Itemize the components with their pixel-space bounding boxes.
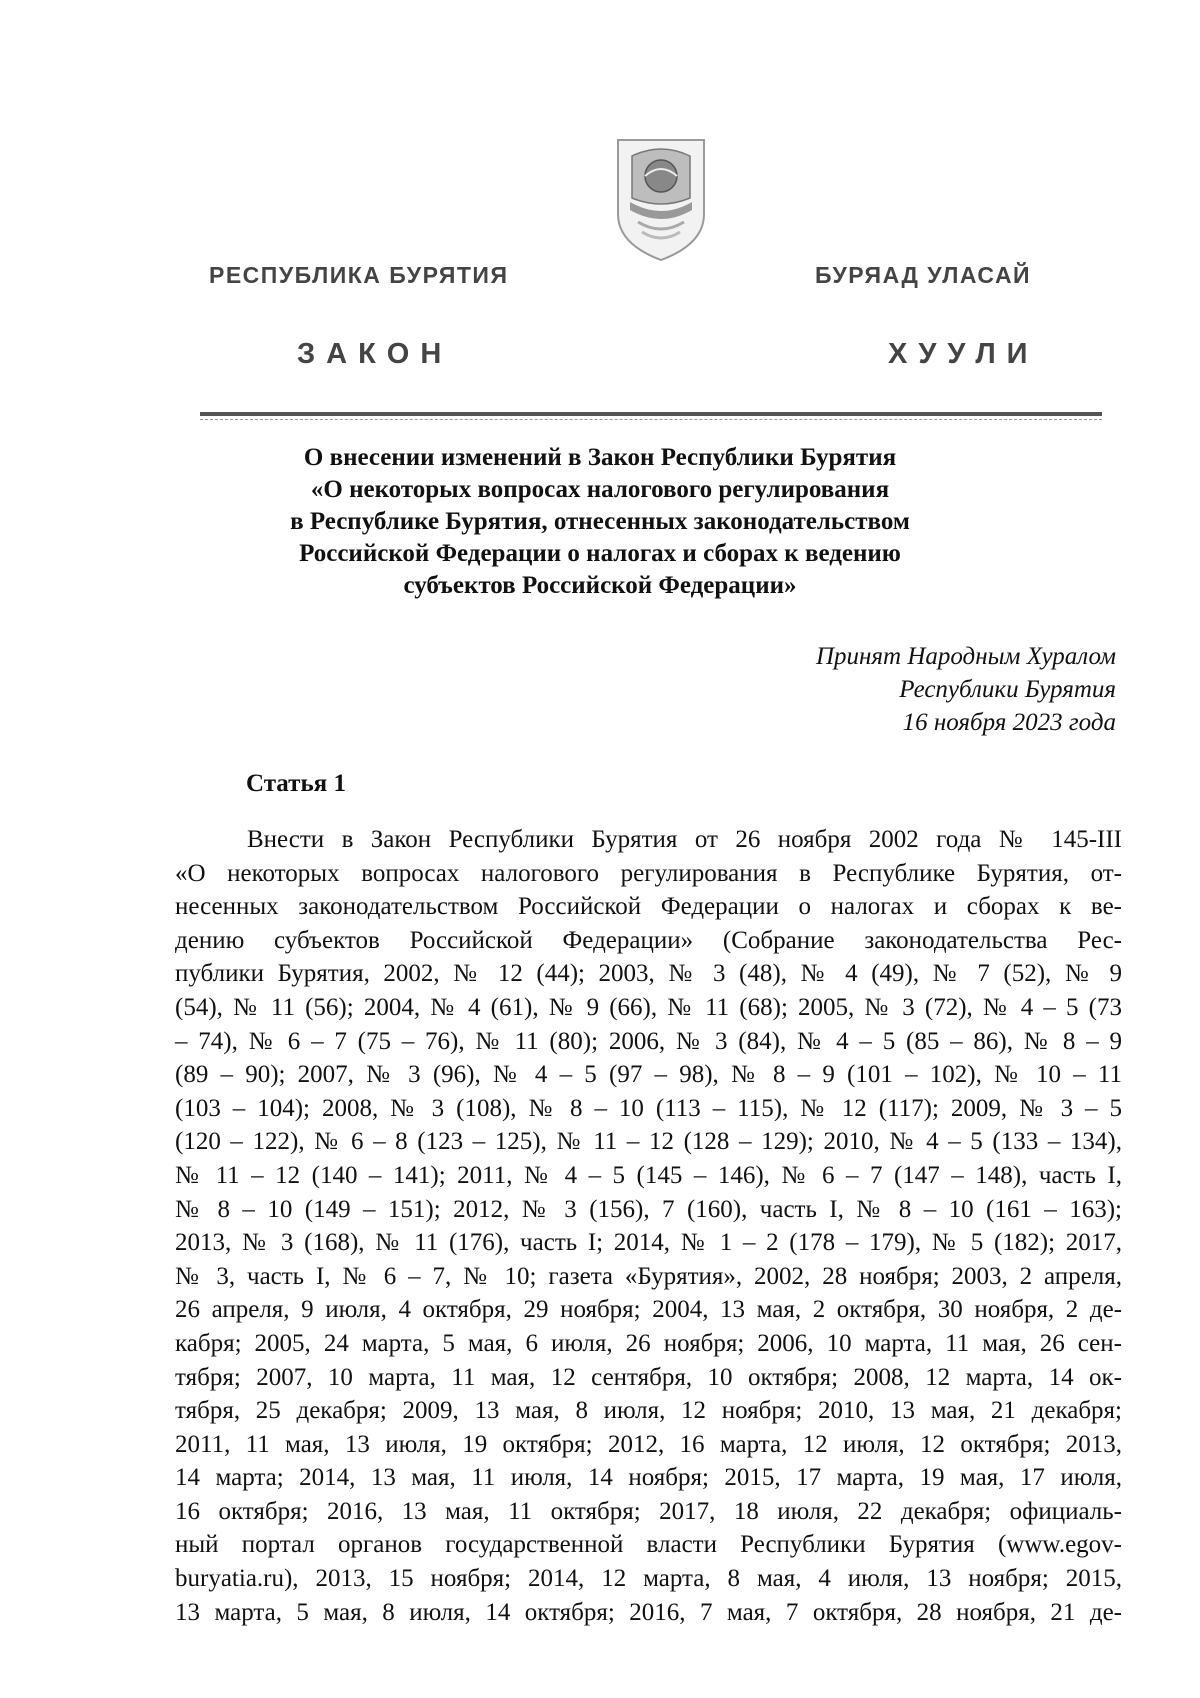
republic-name-buryat: БУРЯАД УЛАСАЙ <box>815 262 1032 288</box>
body-line: (54), № 11 (56); 2004, № 4 (61), № 9 (66), № 11 (68); 2005, № 3 (72), № 4 – 5 (73 <box>175 993 1122 1021</box>
title-line: в Республике Бурятия, отнесенных законодательством <box>290 508 910 535</box>
law-title <box>180 442 1020 602</box>
header-divider <box>200 412 1102 416</box>
title-line: «О некоторых вопросах налогового регулирования <box>310 476 890 503</box>
body-line: дению субъектов Российской Федерации» (Собрание законодательства Рес- <box>175 926 1122 954</box>
body-line: тября, 25 декабря; 2009, 13 мая, 8 июля, 12 ноября; 2010, 13 мая, 21 декабря; <box>175 1397 1122 1425</box>
title-line: Российской Федерации о налогах и сборах к ведению <box>299 540 901 567</box>
body-line: 26 апреля, 9 июля, 4 октября, 29 ноября; 2004, 13 мая, 2 октября, 30 ноября, 2 де- <box>175 1296 1122 1324</box>
body-line: 14 марта; 2014, 13 мая, 11 июля, 14 ноября; 2015, 17 марта, 19 мая, 17 июля, <box>175 1464 1122 1492</box>
body-line: ный портал органов государственной власти Республики Бурятия (www.egov- <box>175 1531 1122 1559</box>
body-line: публики Бурятия, 2002, № 12 (44); 2003, № 3 (48), № 4 (49), № 7 (52), № 9 <box>175 960 1122 988</box>
law-label-buryat: ХУУЛИ <box>888 338 1039 370</box>
body-line: кабря; 2005, 24 марта, 5 мая, 6 июля, 26 ноября; 2006, 10 марта, 11 мая, 26 сен- <box>175 1329 1122 1357</box>
body-line: Внести в Закон Республики Бурятия от 26 ноября 2002 года № 145-III <box>247 826 1122 853</box>
header-divider-secondary <box>200 419 1102 420</box>
article-heading: Статья 1 <box>246 770 346 797</box>
article-body <box>175 823 1122 1629</box>
title-line: субъектов Российской Федерации» <box>403 572 797 599</box>
adoption-line: Республики Бурятия <box>899 676 1116 703</box>
body-line: (120 – 122), № 6 – 8 (123 – 125), № 11 – 12 (128 – 129); 2010, № 4 – 5 (133 – 134), <box>175 1128 1122 1156</box>
body-line: тября; 2007, 10 марта, 11 мая, 12 сентября, 10 октября; 2008, 12 марта, 14 ок- <box>175 1363 1122 1391</box>
adoption-note <box>600 640 1116 739</box>
republic-name-russian: РЕСПУБЛИКА БУРЯТИЯ <box>209 262 509 288</box>
law-label-russian: ЗАКОН <box>297 338 453 370</box>
body-line: 2013, № 3 (168), № 11 (176), часть I; 2014, № 1 – 2 (178 – 179), № 5 (182); 2017, <box>175 1229 1122 1257</box>
body-line: (103 – 104); 2008, № 3 (108), № 8 – 10 (113 – 115), № 12 (117); 2009, № 3 – 5 <box>175 1094 1122 1122</box>
adoption-line: Принят Народным Хуралом <box>815 643 1116 670</box>
body-line: несенных законодательством Российской Федерации о налогах и сборах к ве- <box>175 893 1122 921</box>
body-line: buryatia.ru), 2013, 15 ноября; 2014, 12 марта, 8 мая, 4 июля, 13 ноября; 2015, <box>175 1565 1122 1593</box>
body-line: № 11 – 12 (140 – 141); 2011, № 4 – 5 (145 – 146), № 6 – 7 (147 – 148), часть I, <box>175 1161 1122 1189</box>
body-line: 13 марта, 5 мая, 8 июля, 14 октября; 2016, 7 мая, 7 октября, 28 ноября, 21 де- <box>175 1598 1122 1626</box>
adoption-line: 16 ноября 2023 года <box>902 709 1116 736</box>
body-line: № 8 – 10 (149 – 151); 2012, № 3 (156), 7 (160), часть I, № 8 – 10 (161 – 163); <box>175 1195 1122 1223</box>
body-line: (89 – 90); 2007, № 3 (96), № 4 – 5 (97 – 98), № 8 – 9 (101 – 102), № 10 – 11 <box>175 1061 1122 1089</box>
body-line: «О некоторых вопросах налогового регулирования в Республике Бурятия, от- <box>175 859 1122 887</box>
body-line: № 3, часть I, № 6 – 7, № 10; газета «Бурятия», 2002, 28 ноября; 2003, 2 апреля, <box>175 1262 1122 1290</box>
body-line: 16 октября; 2016, 13 мая, 11 октября; 2017, 18 июля, 22 декабря; официаль- <box>175 1497 1122 1525</box>
title-line: О внесении изменений в Закон Республики Бурятия <box>303 444 897 471</box>
coat-of-arms-emblem <box>612 136 710 264</box>
body-line: – 74), № 6 – 7 (75 – 76), № 11 (80); 2006, № 3 (84), № 4 – 5 (85 – 86), № 8 – 9 <box>175 1027 1122 1055</box>
body-line: 2011, 11 мая, 13 июля, 19 октября; 2012, 16 марта, 12 июля, 12 октября; 2013, <box>175 1430 1122 1458</box>
